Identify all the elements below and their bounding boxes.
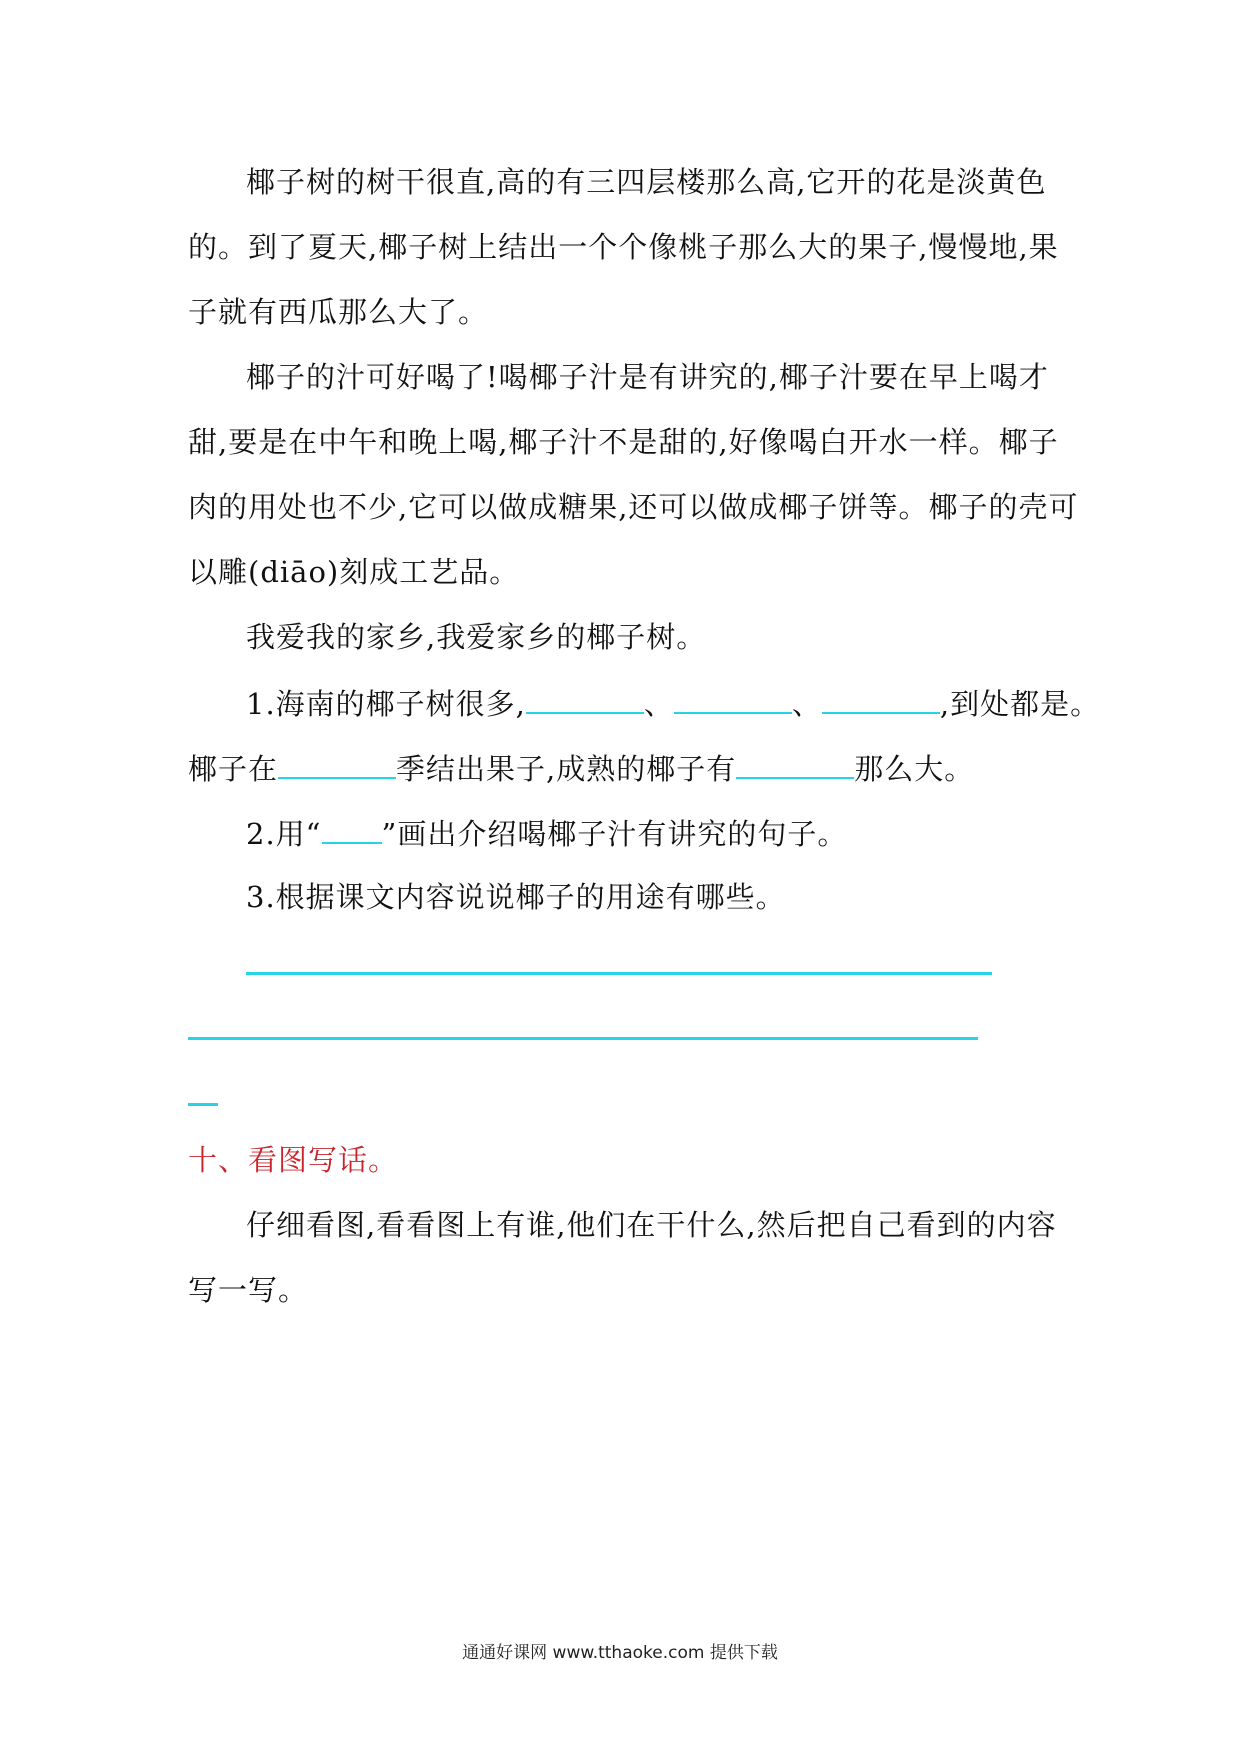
passage-line: 椰子的汁可好喝了!喝椰子汁是有讲究的,椰子汁要在早上喝才 — [246, 360, 1049, 394]
section-heading: 十、看图写话。 — [188, 1143, 399, 1177]
question-text: 2.用“ — [246, 817, 322, 851]
answer-line[interactable] — [188, 1037, 978, 1040]
passage-line: 椰子树的树干很直,高的有三四层楼那么高,它开的花是淡黄色 — [246, 165, 1047, 199]
answer-blank[interactable] — [526, 682, 644, 714]
answer-line[interactable] — [188, 1103, 218, 1106]
question-text: 1.海南的椰子树很多, — [246, 687, 526, 721]
answer-blank[interactable] — [736, 747, 854, 779]
answer-blank[interactable] — [278, 747, 396, 779]
question-text: ,到处都是。 — [939, 687, 1101, 721]
underline-sample — [322, 812, 382, 844]
question-text: 椰子在 — [188, 752, 279, 786]
passage-line: 甜,要是在中午和晚上喝,椰子汁不是甜的,好像喝白开水一样。椰子 — [188, 425, 1059, 459]
question-1-line-2 — [188, 747, 974, 789]
answer-blank[interactable] — [674, 682, 792, 714]
passage-line: 我爱我的家乡,我爱家乡的椰子树。 — [246, 620, 707, 654]
passage-line: 的。到了夏天,椰子树上结出一个个像桃子那么大的果子,慢慢地,果 — [188, 230, 1059, 264]
passage-line: 子就有西瓜那么大了。 — [188, 295, 489, 329]
instruction-line: 仔细看图,看看图上有谁,他们在干什么,然后把自己看到的内容 — [246, 1208, 1057, 1242]
question-text: 季结出果子,成熟的椰子有 — [396, 752, 737, 786]
question-2 — [246, 812, 847, 854]
passage-line: 肉的用处也不少,它可以做成糖果,还可以做成椰子饼等。椰子的壳可 — [188, 490, 1079, 524]
passage-line: 以雕(diāo)刻成工艺品。 — [188, 555, 520, 589]
answer-line[interactable] — [246, 972, 992, 975]
separator: 、 — [791, 687, 822, 721]
question-text: 那么大。 — [854, 752, 975, 786]
question-3: 3.根据课文内容说说椰子的用途有哪些。 — [246, 880, 786, 914]
question-text: ”画出介绍喝椰子汁有讲究的句子。 — [381, 817, 848, 851]
separator: 、 — [643, 687, 674, 721]
answer-blank[interactable] — [822, 682, 940, 714]
footer-credit: 通通好课网 www.tthaoke.com 提供下载 — [462, 1643, 778, 1663]
question-1 — [246, 682, 1100, 724]
instruction-line: 写一写。 — [188, 1273, 309, 1307]
